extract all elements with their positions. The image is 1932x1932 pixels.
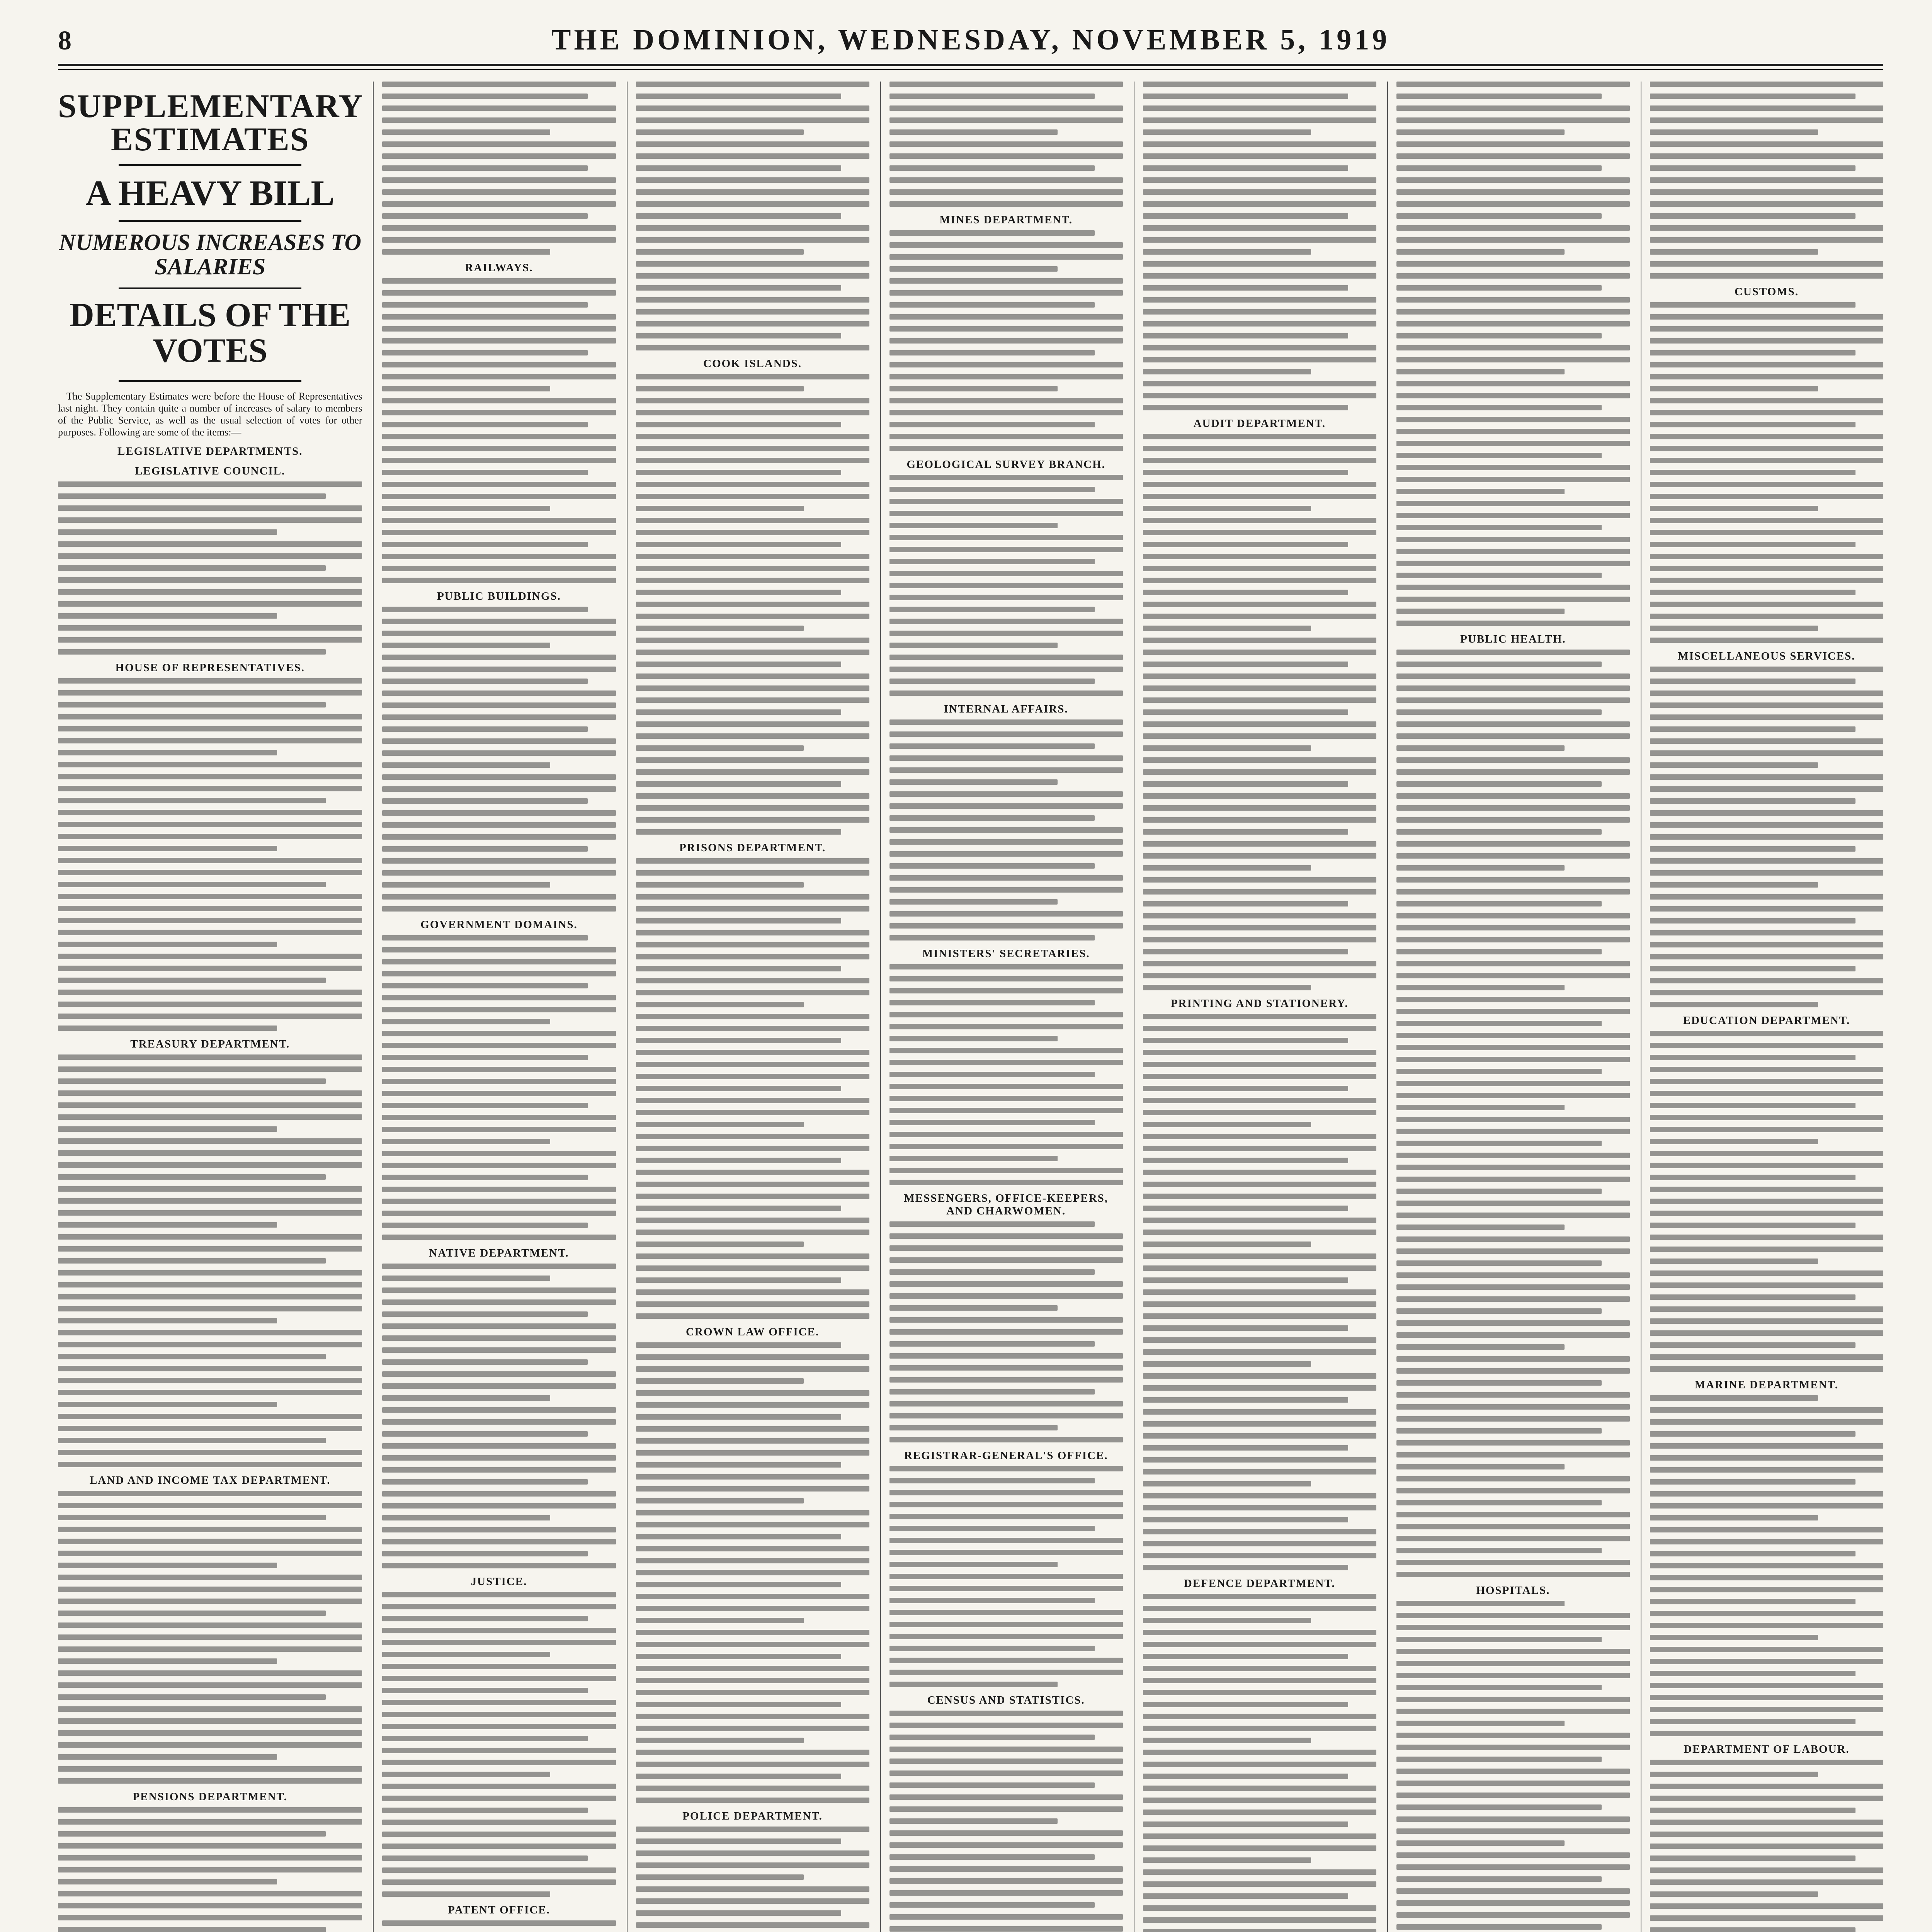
section-heading: LEGISLATIVE COUNCIL. [135,465,286,478]
section-heading: POLICE DEPARTMENT. [682,1810,823,1822]
article-body [1143,1014,1376,1570]
section-heading: MINISTERS' SECRETARIES. [922,947,1090,960]
article-body [889,1711,1123,1932]
article-body [889,230,1123,451]
section-heading: PUBLIC HEALTH. [1460,633,1566,645]
article-intro: The Supplementary Estimates were before the House of Representatives last night. They contain quite a number of increases of salary to members of the Public Service, as well as the usual selection of votes for other purposes. Following are some of the items:— [58,391,362,438]
paper-dateline: THE DOMINION, WEDNESDAY, NOVEMBER 5, 1919 [551,24,1390,56]
page-number: 8 [58,26,71,56]
headline-sub: A HEAVY BILL [85,173,335,213]
article-body [382,607,616,912]
article-body [1650,667,1883,1007]
section-heading: PATENT OFFICE. [448,1904,550,1916]
article-body [1396,82,1630,626]
section-heading: DEPARTMENT OF LABOUR. [1684,1743,1850,1755]
article-body [1143,82,1376,410]
section-heading: CENSUS AND STATISTICS. [927,1694,1085,1706]
section-heading: PRISONS DEPARTMENT. [679,842,826,854]
article-body [889,475,1123,696]
article-body [889,964,1123,1185]
section-heading: LEGISLATIVE DEPARTMENTS. [117,445,303,458]
section-heading: HOSPITALS. [1476,1584,1550,1597]
article-body [58,1491,362,1784]
article-body [889,82,1123,207]
article-body [1143,434,1376,990]
section-heading: INTERNAL AFFAIRS. [944,703,1068,715]
column-7 [1641,82,1883,1932]
headline-deck: NUMEROUS INCREASES TO SALARIES [59,229,361,279]
columns [58,82,1883,1932]
column-5 [1134,82,1376,1932]
article-body [1650,1031,1883,1372]
section-heading: JUSTICE. [471,1575,527,1588]
section-heading: PRINTING AND STATIONERY. [1170,997,1349,1010]
article-body [889,719,1123,940]
section-heading: GEOLOGICAL SURVEY BRANCH. [906,458,1105,471]
article-body [636,374,869,835]
section-heading: CROWN LAW OFFICE. [685,1326,820,1338]
section-heading: EDUCATION DEPARTMENT. [1683,1014,1850,1027]
section-heading: NATIVE DEPARTMENT. [429,1247,569,1259]
article-body [382,278,616,583]
section-heading: MINES DEPARTMENT. [939,214,1073,226]
section-heading: COOK ISLANDS. [703,357,802,370]
section-heading: MARINE DEPARTMENT. [1694,1379,1839,1391]
article-body [382,1592,616,1897]
section-heading: CUSTOMS. [1734,286,1799,298]
article-body [58,678,362,1031]
headline-rule [119,220,301,222]
headline-rule [119,164,301,166]
article-body [636,82,869,350]
article-body [636,1342,869,1803]
headline-rule [119,380,301,382]
article-body [382,1264,616,1568]
section-heading: MESSENGERS, OFFICE-KEEPERS, AND CHARWOMEN. [904,1192,1108,1217]
section-heading: LAND AND INCOME TAX DEPARTMENT. [89,1474,331,1487]
section-heading: HOUSE OF REPRESENTATIVES. [115,662,305,674]
article-body [636,1827,869,1932]
article-body [58,1807,362,1932]
masthead [58,23,1883,66]
headline-detail: DETAILS OF THE VOTES [70,296,351,369]
article-body [382,935,616,1240]
article-body [1650,82,1883,279]
column-6 [1387,82,1630,1932]
section-heading: RAILWAYS. [465,262,533,274]
masthead-rule [58,69,1883,70]
section-heading: GOVERNMENT DOMAINS. [420,918,578,931]
article-body [58,1054,362,1467]
headline-rule [119,287,301,289]
article-body [1396,650,1630,1577]
article-body [889,1466,1123,1687]
article-body [1396,1601,1630,1932]
column-3 [627,82,869,1932]
section-heading: TREASURY DEPARTMENT. [130,1038,290,1051]
section-heading: PENSIONS DEPARTMENT. [133,1791,287,1803]
section-heading: PUBLIC BUILDINGS. [437,590,561,602]
article-body [382,82,616,255]
article-body [58,481,362,655]
section-heading: DEFENCE DEPARTMENT. [1184,1577,1335,1590]
article-body [1650,302,1883,643]
article-body [1143,1594,1376,1932]
section-heading: AUDIT DEPARTMENT. [1193,417,1326,430]
section-heading: MISCELLANEOUS SERVICES. [1678,650,1855,662]
article-body [1650,1395,1883,1736]
column-1 [58,82,362,1932]
article-body [889,1221,1123,1442]
column-2 [373,82,616,1932]
article-body [636,858,869,1319]
article-body [1650,1760,1883,1932]
article-body [382,1920,616,1932]
column-4 [880,82,1123,1932]
section-heading: REGISTRAR-GENERAL'S OFFICE. [904,1449,1108,1462]
headline-main: SUPPLEMENTARY ESTIMATES [58,87,364,158]
